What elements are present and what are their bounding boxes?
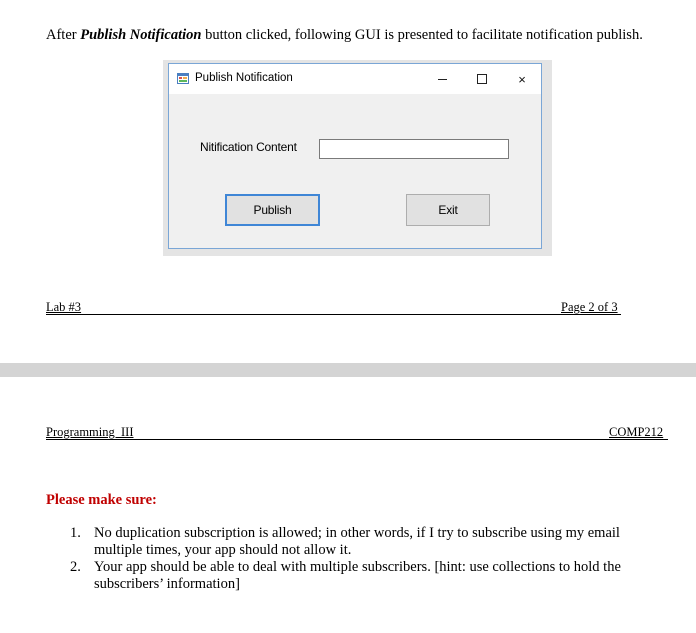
- minimize-icon: [438, 79, 447, 80]
- header-course-code: COMP212: [609, 425, 664, 439]
- header-rule: [46, 439, 668, 440]
- close-button[interactable]: [507, 69, 537, 89]
- list-item-text: No duplication subscription is allowed; in other words, if I try to subscribe using my email multiple times, your app should not allow it.: [94, 525, 620, 558]
- footer-rule: [46, 314, 621, 315]
- note-title: Please make sure:: [46, 492, 157, 508]
- winforms-app-icon: [177, 73, 189, 84]
- footer-lab-number: Lab #3: [46, 300, 82, 314]
- exit-button[interactable]: Exit: [406, 194, 490, 226]
- notification-content-input[interactable]: [319, 139, 509, 159]
- requirements-list: [46, 525, 646, 593]
- maximize-button[interactable]: [467, 69, 497, 89]
- window-title: Publish Notification: [195, 72, 293, 84]
- intro-suffix: button clicked, following GUI is presented to facilitate notification publish.: [201, 27, 643, 43]
- list-item-number: 2.: [70, 559, 81, 575]
- list-item: [46, 525, 646, 559]
- footer-page-number: Page 2 of 3: [561, 300, 618, 314]
- list-item: [46, 559, 646, 593]
- header-course-name: Programming III: [46, 425, 134, 439]
- maximize-icon: [477, 74, 487, 84]
- page-separator: [0, 363, 696, 377]
- notification-content-label: Nitification Content: [200, 140, 297, 154]
- list-item-text: Your app should be able to deal with multiple subscribers. [hint: use collections to hold the subscribers’ information]: [94, 559, 621, 592]
- minimize-button[interactable]: [427, 69, 457, 89]
- close-icon: ×: [518, 71, 526, 87]
- intro-prefix: After: [46, 27, 81, 43]
- publish-notification-window: [168, 63, 542, 249]
- window-titlebar: [169, 64, 541, 94]
- list-item-number: 1.: [70, 525, 81, 541]
- intro-button-name: Publish Notification: [80, 27, 202, 43]
- publish-button[interactable]: Publish: [225, 194, 320, 226]
- intro-paragraph: [46, 26, 686, 44]
